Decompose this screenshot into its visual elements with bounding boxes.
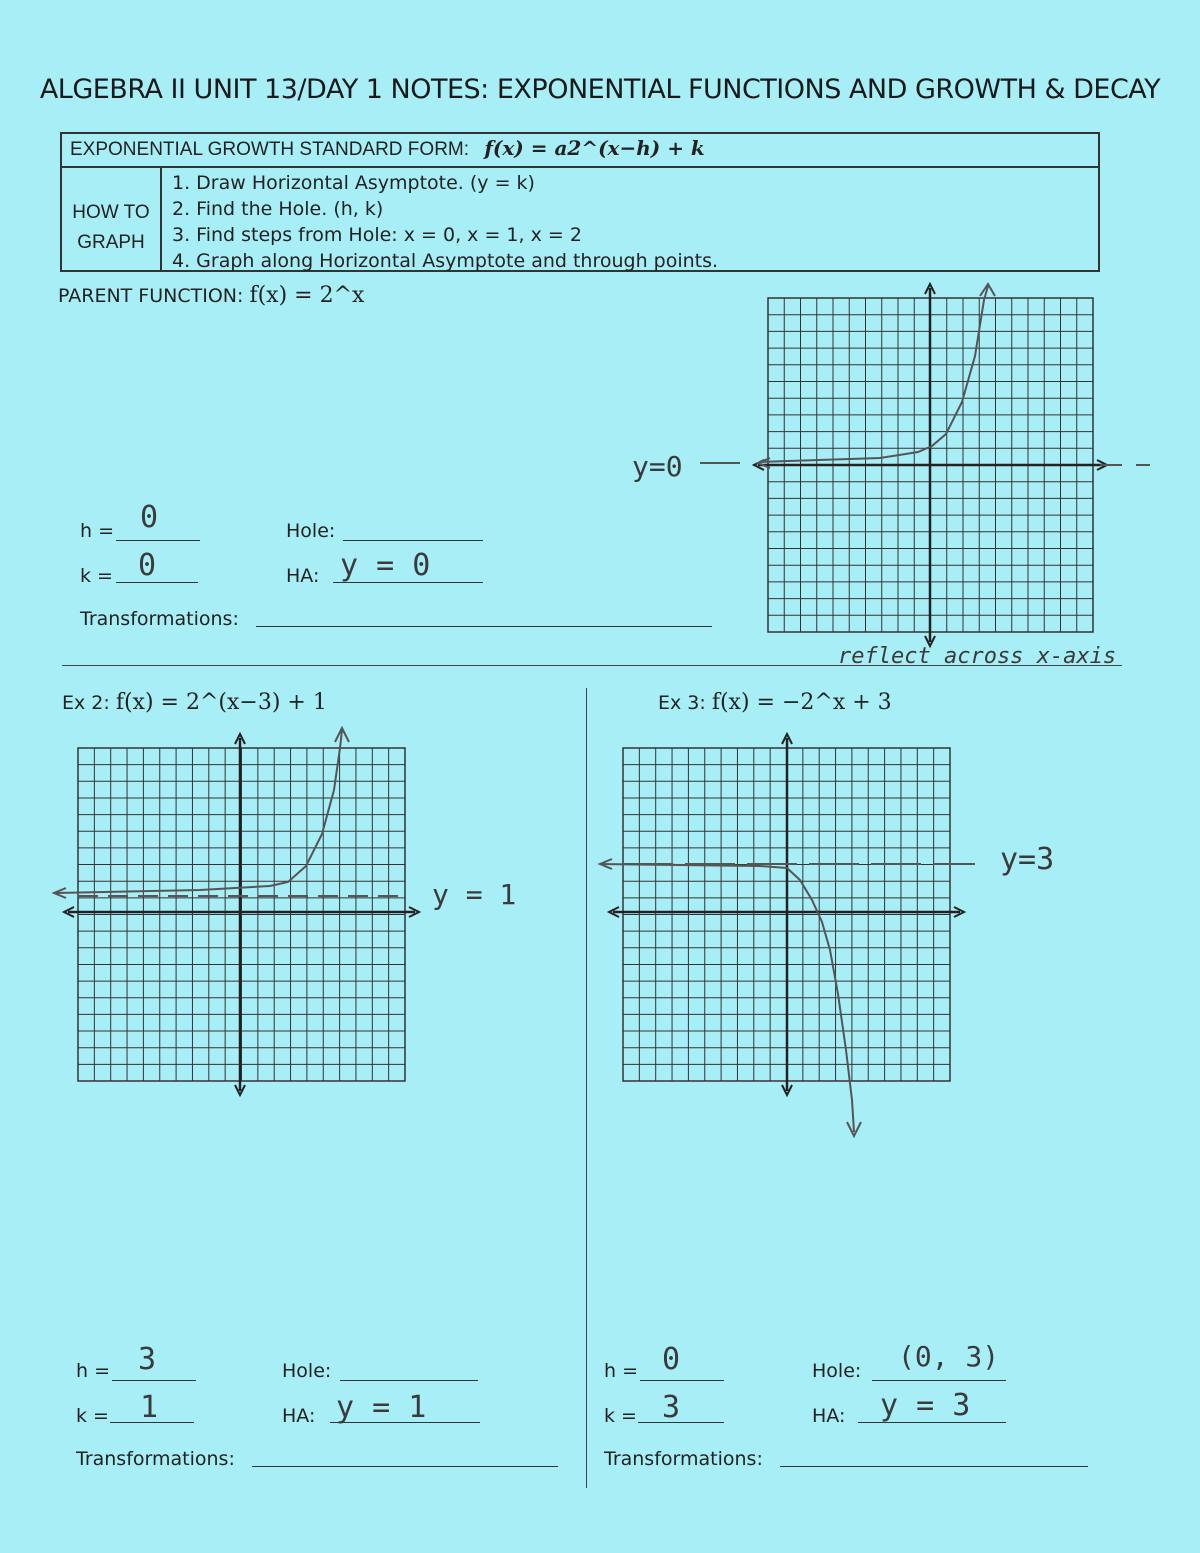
ex3-transformations-label: Transformations: — [604, 1448, 763, 1470]
step-3: 3. Find steps from Hole: x = 0, x = 1, x = 2 — [172, 224, 582, 246]
how-to-line2: GRAPH — [77, 232, 145, 253]
ex3-h-value: 0 — [662, 1342, 681, 1377]
parent-label: PARENT FUNCTION: — [58, 285, 244, 307]
ex3-h-label: h = — [604, 1360, 639, 1382]
ex2-k-value: 1 — [140, 1390, 159, 1425]
how-to-line1: HOW TO — [72, 202, 150, 223]
parent-k-label: k = — [80, 565, 113, 587]
parent-formula: f(x) = 2^x — [249, 283, 365, 308]
parent-h-value: 0 — [140, 500, 159, 535]
ex2-label: Ex 2: — [62, 692, 110, 714]
parent-hole-label: Hole: — [286, 520, 336, 542]
step-1: 1. Draw Horizontal Asymptote. (y = k) — [172, 172, 535, 194]
parent-curve — [760, 286, 988, 462]
ex3-hole-value: (0, 3) — [898, 1340, 1000, 1373]
ex2-k-label: k = — [76, 1405, 109, 1427]
parent-ha-value: y = 0 — [340, 548, 431, 583]
standard-form-label: EXPONENTIAL GROWTH STANDARD FORM: — [70, 139, 470, 160]
ex3-ha-label: HA: — [812, 1405, 846, 1427]
parent-ha-label: HA: — [286, 565, 320, 587]
ex3-k-value: 3 — [662, 1390, 681, 1425]
ex2-h-value: 3 — [138, 1342, 157, 1377]
ex3-hole-label: Hole: — [812, 1360, 862, 1382]
step-4: 4. Graph along Horizontal Asymptote and through points. — [172, 250, 719, 272]
ex2-h-label: h = — [76, 1360, 111, 1382]
ex3-ha-value: y = 3 — [880, 1388, 971, 1423]
ex3-graph-grid — [609, 734, 964, 1095]
parent-asymptote-note: y=0 — [632, 450, 683, 483]
ex2-graph-grid — [64, 734, 419, 1095]
parent-h-label: h = — [80, 520, 115, 542]
ex2-formula: f(x) = 2^(x−3) + 1 — [115, 690, 327, 715]
ex2-curve — [56, 730, 342, 893]
ex3-asymptote-note: y=3 — [1000, 842, 1055, 877]
standard-form-formula: f(x) = a2^(x−h) + k — [484, 136, 705, 160]
ex3-formula: f(x) = −2^x + 3 — [711, 690, 892, 715]
parent-k-value: 0 — [138, 548, 157, 583]
ex2-ha-label: HA: — [282, 1405, 316, 1427]
page-title: ALGEBRA II UNIT 13/DAY 1 NOTES: EXPONENTIAL FUNCTIONS AND GROWTH & DECAY — [39, 74, 1161, 105]
ex3-label: Ex 3: — [658, 692, 706, 714]
ex2-asymptote-note: y = 1 — [432, 878, 517, 911]
ex3-k-label: k = — [604, 1405, 637, 1427]
ex2-hole-label: Hole: — [282, 1360, 332, 1382]
parent-graph-grid — [754, 284, 1107, 646]
ex3-reflect-note: reflect across x-axis — [838, 644, 1117, 669]
parent-transformations-label: Transformations: — [80, 608, 239, 630]
ex2-ha-value: y = 1 — [336, 1390, 427, 1425]
ex2-transformations-label: Transformations: — [76, 1448, 235, 1470]
step-2: 2. Find the Hole. (h, k) — [172, 198, 384, 220]
